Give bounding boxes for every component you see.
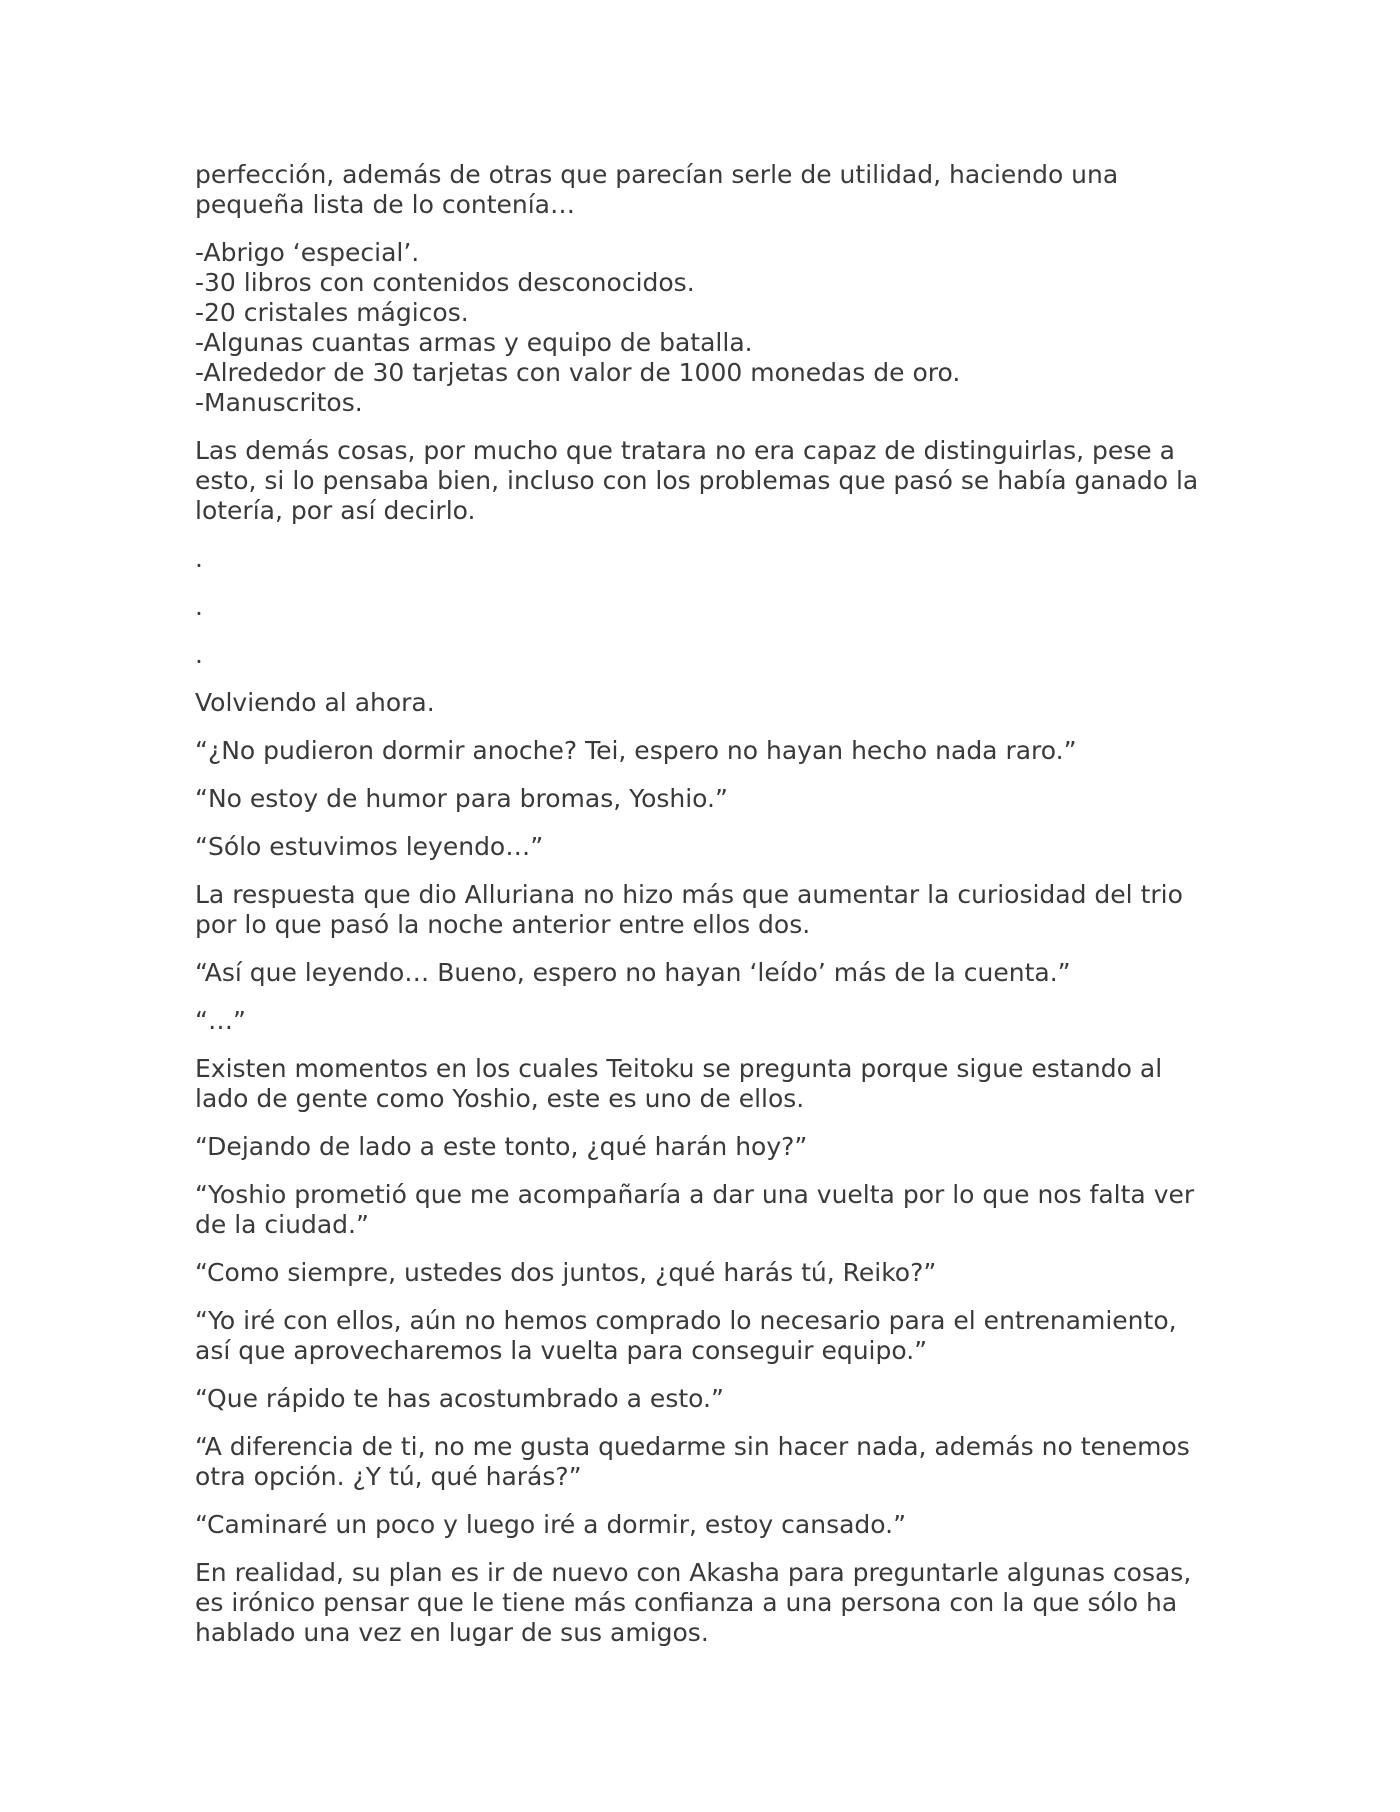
dialogue-line: “¿No pudieron dormir anoche? Tei, espero no hayan hecho nada raro.” — [195, 736, 1077, 765]
list-item: -20 cristales mágicos. — [195, 298, 469, 327]
dialogue-line: “…” — [195, 1006, 246, 1035]
dialogue-line: “No estoy de humor para bromas, Yoshio.” — [195, 784, 728, 813]
dialogue-line: “Sólo estuvimos leyendo…” — [195, 832, 544, 861]
list-item: -Abrigo ‘especial’. — [195, 238, 420, 267]
item-list — [195, 238, 1215, 418]
dialogue-line: “Yoshio prometió que me acompañaría a dar una vuelta por lo que nos falta ver de la ciudad.” — [195, 1180, 1195, 1239]
paragraph: Existen momentos en los cuales Teitoku se pregunta porque sigue estando al lado de gente como Yoshio, este es uno de ellos. — [195, 1054, 1163, 1113]
intro-paragraph: perfección, además de otras que parecían serle de utilidad, haciendo una pequeña lista de lo contenía… — [195, 160, 1119, 219]
list-item: -Manuscritos. — [195, 388, 363, 417]
paragraph: Las demás cosas, por mucho que tratara no era capaz de distinguirlas, pese a esto, si lo pensaba bien, incluso con los problemas que pasó se había ganado la lotería, por así decirlo. — [195, 436, 1199, 525]
section-separator-dot: . — [195, 640, 203, 669]
dialogue-line: “Como siempre, ustedes dos juntos, ¿qué harás tú, Reiko?” — [195, 1258, 937, 1287]
dialogue-line: “Que rápido te has acostumbrado a esto.” — [195, 1384, 724, 1413]
dialogue-line: “A diferencia de ti, no me gusta quedarme sin hacer nada, además no tenemos otra opción. ¿Y tú, qué harás?” — [195, 1432, 1190, 1491]
paragraph: En realidad, su plan es ir de nuevo con Akasha para preguntarle algunas cosas, es irónico pensar que le tiene más confianza a una persona con la que sólo ha hablado una vez en lugar de sus amigos. — [195, 1558, 1192, 1647]
list-item: -Alrededor de 30 tarjetas con valor de 1000 monedas de oro. — [195, 358, 961, 387]
section-separator-dot: . — [195, 592, 203, 621]
dialogue-line: “Así que leyendo… Bueno, espero no hayan ‘leído’ más de la cuenta.” — [195, 958, 1071, 987]
list-item: -Algunas cuantas armas y equipo de batalla. — [195, 328, 753, 357]
list-item: -30 libros con contenidos desconocidos. — [195, 268, 695, 297]
section-separator-dot: . — [195, 544, 203, 573]
paragraph: La respuesta que dio Alluriana no hizo más que aumentar la curiosidad del trio por lo que pasó la noche anterior entre ellos dos. — [195, 880, 1183, 939]
dialogue-line: “Dejando de lado a este tonto, ¿qué harán hoy?” — [195, 1132, 808, 1161]
document-page — [195, 160, 1215, 1666]
dialogue-line: “Yo iré con ellos, aún no hemos comprado lo necesario para el entrenamiento, así que aprovecharemos la vuelta para conseguir equipo.” — [195, 1306, 1177, 1365]
dialogue-line: “Caminaré un poco y luego iré a dormir, estoy cansado.” — [195, 1510, 907, 1539]
paragraph: Volviendo al ahora. — [195, 688, 435, 717]
